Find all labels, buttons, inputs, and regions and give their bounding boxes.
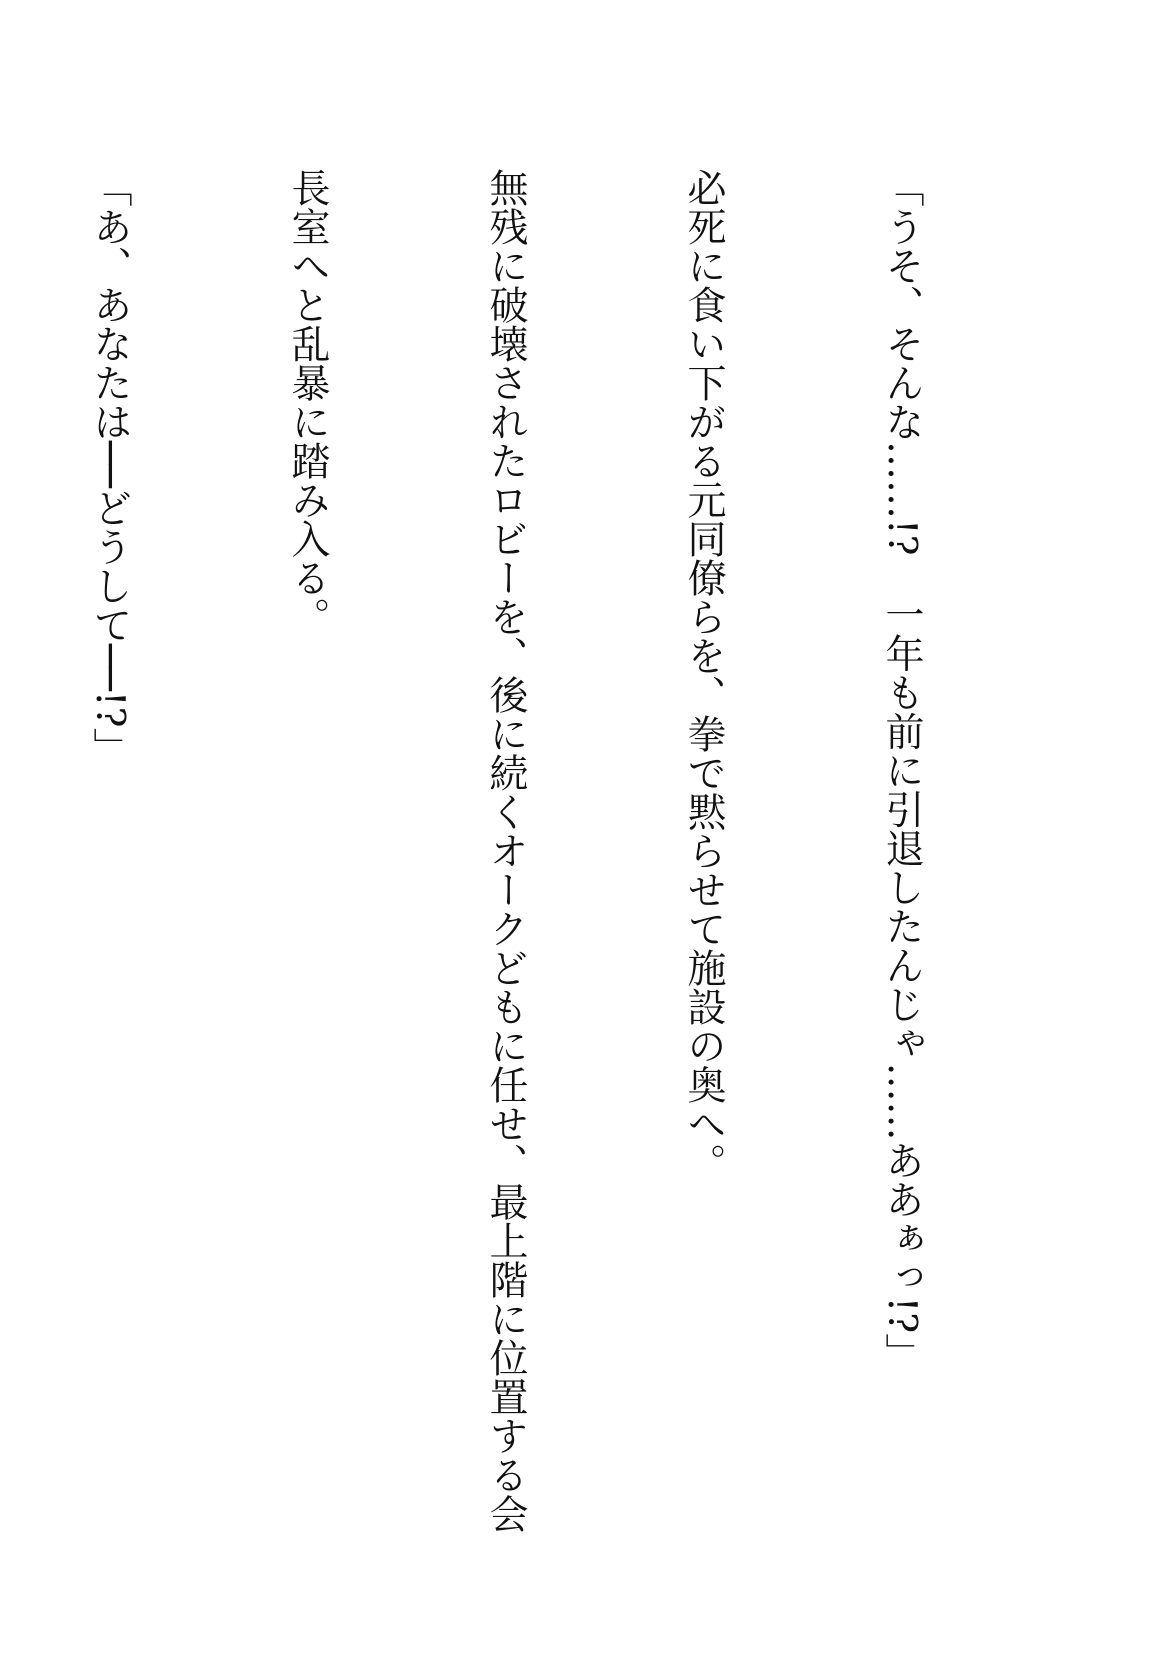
text-line-2: 必死に食い下がる元同僚らを、拳で黙らせて施設の奥へ。 [681, 168, 726, 1182]
text-line-3: 無残に破壊されたロビーを、後に続くオークどもに任せ、最上階に位置する会 [483, 168, 528, 1533]
text-line-5: 「あ、あなたは──どうして──!?」 [87, 168, 132, 767]
text-line-4: 長室へと乱暴に踏み入る。 [285, 168, 330, 636]
vertical-text-body [0, 168, 1066, 1588]
text-line-1: 「うそ、そんな……!? 一年も前に引退したんじゃ……ああぁっ!?」 [879, 168, 924, 1373]
